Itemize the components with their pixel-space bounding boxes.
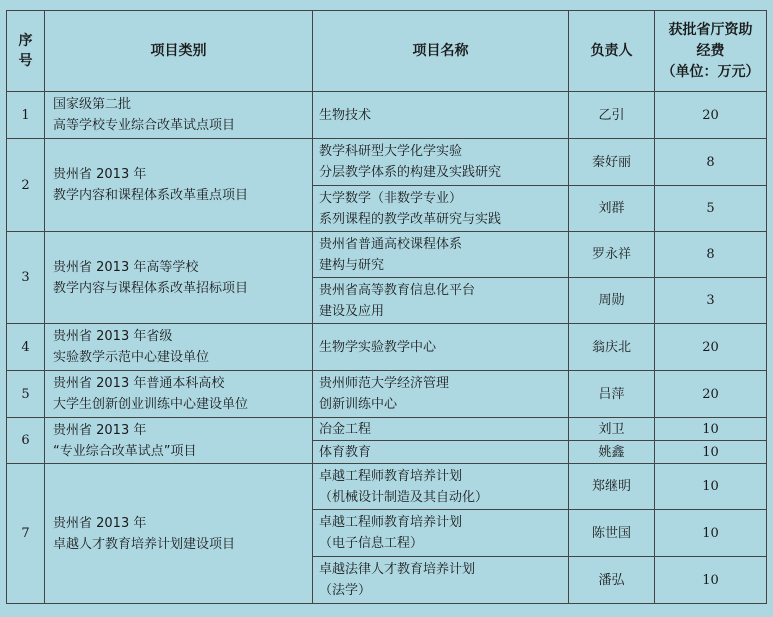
cell-project-name [313, 139, 569, 186]
cell-leader: 刘卫 [569, 418, 655, 441]
header-funding [655, 11, 767, 92]
table-row [7, 324, 767, 371]
cell-leader: 吕萍 [569, 371, 655, 418]
header-category: 项目类别 [45, 11, 313, 92]
cell-category [45, 232, 313, 324]
cell-leader: 罗永祥 [569, 232, 655, 278]
cell-project-name [313, 278, 569, 324]
cell-leader: 周勋 [569, 278, 655, 324]
cell-funding: 8 [655, 139, 767, 186]
header-row [7, 11, 767, 92]
table-row [7, 139, 767, 186]
project-name-line: 分层教学体系的构建及实践研究 [319, 165, 502, 180]
cell-leader: 姚鑫 [569, 441, 655, 464]
category-line: 大学生创新创业训练中心建设单位 [53, 397, 249, 412]
project-name-line: 体育教育 [319, 444, 372, 460]
category-line: 高等学校专业综合改革试点项目 [53, 118, 236, 133]
cell-category [45, 139, 313, 232]
project-name-line: （机械设计制造及其自动化） [319, 489, 489, 505]
category-line: 贵州省 2013 年 [53, 422, 147, 438]
category-line: 卓越人才教育培养计划建设项目 [53, 536, 236, 552]
cell-funding: 3 [655, 278, 767, 324]
cell-leader: 陈世国 [569, 510, 655, 557]
category-line: 贵州省 2013 年省级 [53, 329, 173, 344]
category-line: 国家级第二批 [53, 97, 132, 112]
cell-project-name [313, 557, 569, 604]
cell-project-name [313, 232, 569, 278]
cell-category [45, 92, 313, 139]
cell-funding: 20 [655, 92, 767, 139]
cell-leader: 秦好丽 [569, 139, 655, 186]
category-line: 教学内容与课程体系改革招标项目 [53, 280, 249, 296]
cell-project-name [313, 186, 569, 232]
header-index: 序号 [7, 11, 45, 92]
cell-funding: 5 [655, 186, 767, 232]
cell-leader: 乙引 [569, 92, 655, 139]
table-row [7, 418, 767, 441]
cell-project-name [313, 92, 569, 139]
project-table [6, 10, 767, 604]
project-name-line: 建设及应用 [319, 303, 385, 319]
category-line: 贵州省 2013 年 [53, 515, 147, 531]
header-funding-line1: 获批省厅资助 [668, 21, 753, 38]
project-name-line: 创新训练中心 [319, 397, 398, 412]
project-name-line: 卓越工程师教育培养计划 [319, 468, 463, 484]
cell-funding: 10 [655, 510, 767, 557]
project-name-line: 生物学实验教学中心 [319, 339, 437, 355]
header-funding-line2: 经费 [696, 42, 725, 59]
project-name-line: 卓越工程师教育培养计划 [319, 515, 463, 530]
project-name-line: 冶金工程 [319, 421, 372, 437]
header-funding-line3: （单位：万元） [661, 63, 760, 80]
cell-category [45, 371, 313, 418]
project-name-line: 卓越法律人才教育培养计划 [319, 562, 476, 577]
category-line: 贵州省 2013 年高等学校 [53, 259, 199, 275]
cell-project-name [313, 324, 569, 371]
cell-index: 1 [7, 92, 45, 139]
cell-project-name [313, 441, 569, 464]
cell-index: 7 [7, 464, 45, 604]
project-name-line: 大学数学（非数学专业） [319, 190, 463, 206]
category-line: 教学内容和课程体系改革重点项目 [53, 188, 249, 203]
cell-leader: 刘群 [569, 186, 655, 232]
project-name-line: 贵州省普通高校课程体系 [319, 236, 463, 252]
cell-funding: 10 [655, 464, 767, 510]
cell-leader: 郑继明 [569, 464, 655, 510]
header-name: 项目名称 [313, 11, 569, 92]
table-row [7, 232, 767, 278]
category-line: 实验教学示范中心建设单位 [53, 350, 210, 365]
table-row [7, 371, 767, 418]
table-row [7, 464, 767, 510]
cell-leader: 翁庆北 [569, 324, 655, 371]
table-body [7, 92, 767, 604]
table-row [7, 92, 767, 139]
cell-leader: 潘弘 [569, 557, 655, 604]
project-name-line: 贵州师范大学经济管理 [319, 376, 450, 391]
cell-category [45, 324, 313, 371]
project-name-line: 贵州省高等教育信息化平台 [319, 282, 476, 298]
cell-project-name [313, 510, 569, 557]
project-name-line: 教学科研型大学化学实验 [319, 144, 463, 159]
cell-index: 4 [7, 324, 45, 371]
cell-funding: 10 [655, 441, 767, 464]
cell-project-name [313, 418, 569, 441]
cell-funding: 10 [655, 418, 767, 441]
cell-index: 5 [7, 371, 45, 418]
cell-funding: 10 [655, 557, 767, 604]
category-line: 贵州省 2013 年 [53, 167, 147, 182]
cell-funding: 8 [655, 232, 767, 278]
cell-index: 6 [7, 418, 45, 464]
cell-funding: 20 [655, 371, 767, 418]
project-name-line: 建构与研究 [319, 257, 385, 273]
cell-funding: 20 [655, 324, 767, 371]
header-leader: 负责人 [569, 11, 655, 92]
cell-index: 3 [7, 232, 45, 324]
cell-category [45, 418, 313, 464]
project-name-line: 生物技术 [319, 107, 372, 123]
cell-project-name [313, 464, 569, 510]
category-line: “专业综合改革试点”项目 [53, 443, 197, 459]
cell-project-name [313, 371, 569, 418]
cell-index: 2 [7, 139, 45, 232]
category-line: 贵州省 2013 年普通本科高校 [53, 376, 225, 391]
project-name-line: 系列课程的教学改革研究与实践 [319, 211, 502, 227]
cell-category [45, 464, 313, 604]
project-name-line: （电子信息工程） [319, 536, 424, 551]
project-name-line: （法学） [319, 583, 372, 598]
